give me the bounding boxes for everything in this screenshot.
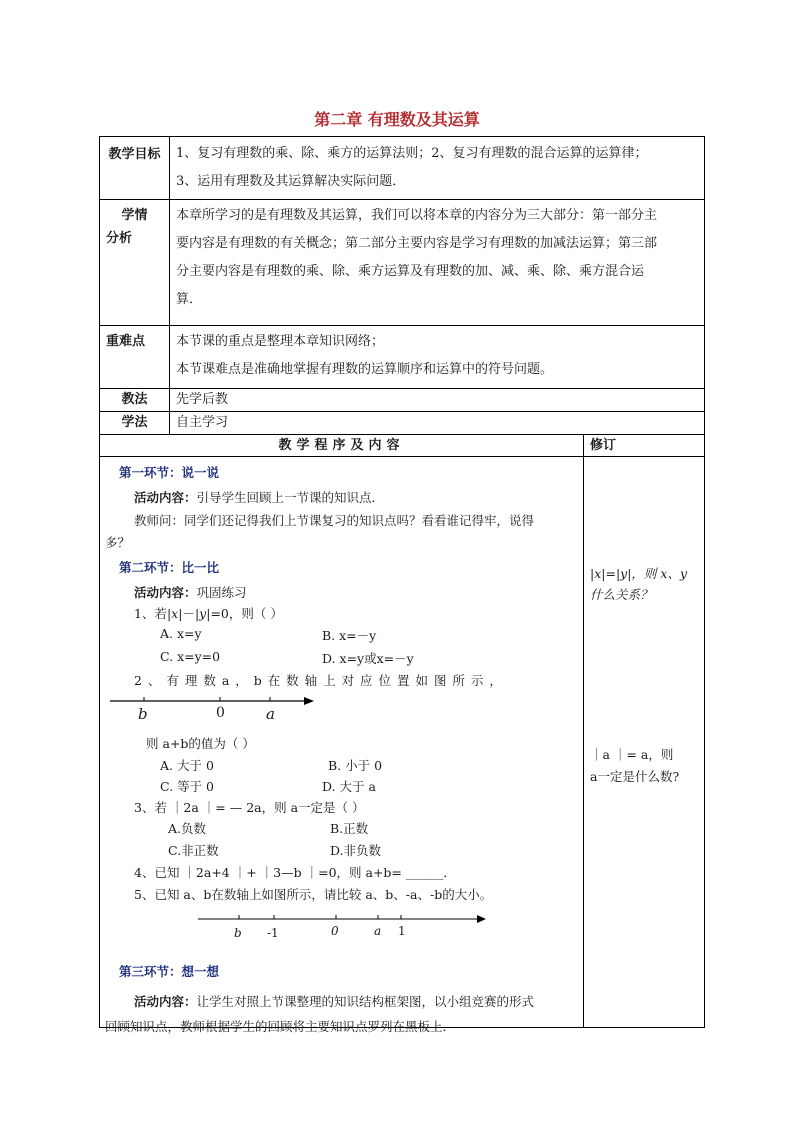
question-4: 4、已知 ｜2a+4 ｜+ ｜3—b ｜=0，则 a+b= ______． bbox=[134, 865, 456, 880]
lesson-plan-table bbox=[99, 136, 705, 1034]
revision-notes-cell bbox=[584, 457, 705, 1028]
question-3: 3、若 ｜2a ｜= — 2a，则 a一定是（ ） bbox=[134, 800, 365, 815]
teach-method-value: 先学后教 bbox=[176, 392, 229, 407]
section-3-activity-line-1 bbox=[134, 992, 534, 1010]
axis2-label-0: 0 bbox=[331, 924, 339, 938]
question-5: 5、已知 a、b在数轴上如图所示，请比较 a、b、-a、-b的大小。 bbox=[134, 887, 493, 902]
section-2-title: 第二环节：比一比 bbox=[119, 560, 220, 575]
section-2-activity-label: 活动内容： bbox=[134, 585, 197, 600]
procedure-header-row bbox=[100, 435, 705, 457]
keypoints-content bbox=[170, 326, 705, 389]
teach-method-cell bbox=[170, 389, 705, 412]
analysis-label-a: 学情 bbox=[121, 208, 148, 223]
q3-option-b: B.正数 bbox=[330, 821, 369, 836]
question-2: 2 、 有 理 数 a ， b 在 数 轴 上 对 应 位 置 如 图 所 示 ， bbox=[134, 673, 503, 688]
procedure-header: 教学程序及内容 bbox=[278, 438, 405, 453]
q1-var-x: x bbox=[171, 606, 179, 621]
q1-part-c: |=0，则（ ） bbox=[206, 606, 283, 621]
learn-method-cell bbox=[170, 412, 705, 435]
q1-part-b: |－| bbox=[178, 606, 200, 621]
teacher-question-line-2: 多？ bbox=[105, 535, 131, 550]
objectives-label-cell bbox=[100, 137, 170, 200]
q3-option-d: D.非负数 bbox=[330, 843, 382, 858]
learn-method-value: 自主学习 bbox=[176, 415, 229, 430]
objectives-line-1: 1、复习有理数的乘、除、乘方的运算法则；2、复习有理数的混合运算的运算律； bbox=[176, 146, 648, 161]
axis2-label-b: b bbox=[234, 926, 242, 940]
q2-option-a: A. 大于 0 bbox=[160, 758, 214, 773]
q3-option-c: C.非正数 bbox=[168, 843, 219, 858]
section-3-activity-label: 活动内容： bbox=[134, 994, 197, 1009]
q1-var-y: y bbox=[199, 606, 207, 621]
section-3-activity-line-2: 回顾知识点，教师根据学生的回顾将主要知识点罗列在黑板上． bbox=[105, 1019, 456, 1034]
number-line-1-arrow bbox=[304, 697, 314, 705]
teach-method-label-cell bbox=[100, 389, 170, 412]
section-2-activity bbox=[134, 583, 247, 601]
keypoints-line-1: 本节课的重点是整理本章知识网络； bbox=[176, 334, 385, 349]
section-2-activity-text: 巩固练习 bbox=[196, 585, 247, 600]
analysis-line-1: 本章所学习的是有理数及其运算，我们可以将本章的内容分为三大部分：第一部分主 bbox=[176, 208, 658, 223]
analysis-line-4: 算． bbox=[176, 292, 203, 307]
revision-note-1-line-1: |x|=|y|，则 x、y bbox=[590, 566, 688, 581]
axis2-label-a: a bbox=[374, 924, 382, 938]
learn-method-label-cell bbox=[100, 412, 170, 435]
q2-option-c: C. 等于 0 bbox=[160, 779, 214, 794]
revision-note-1-line-2: 什么关系？ bbox=[590, 587, 653, 602]
q1-option-a: A. x=y bbox=[160, 626, 202, 641]
analysis-label-b: 分析 bbox=[106, 231, 133, 246]
q2-value-question: 则 a+b的值为（ ） bbox=[146, 736, 255, 751]
objectives-label: 教学目标 bbox=[108, 147, 161, 162]
section-1-activity bbox=[134, 488, 384, 506]
analysis-content bbox=[170, 200, 705, 326]
axis2-label-1: 1 bbox=[398, 924, 406, 938]
q1-option-c: C. x=y=0 bbox=[160, 649, 221, 664]
revision-note-2-line-2: a一定是什么数? bbox=[590, 769, 680, 784]
q2-option-b: B. 小于 0 bbox=[328, 758, 383, 773]
number-line-2 bbox=[198, 912, 488, 926]
procedure-content bbox=[100, 457, 584, 1034]
objectives-row bbox=[100, 137, 705, 200]
teacher-question-line-1: 教师问：同学们还记得我们上节课复习的知识点吗？看看谁记得牢，说得 bbox=[134, 513, 535, 528]
q1-option-b: B. x=－y bbox=[322, 628, 377, 643]
keypoints-label: 重难点 bbox=[106, 334, 146, 349]
axis1-label-b: b bbox=[138, 705, 148, 723]
analysis-line-2: 要内容是有理数的有关概念；第二部分主要内容是学习有理数的加减法运算；第三部 bbox=[176, 236, 658, 251]
axis1-label-0: 0 bbox=[216, 705, 225, 721]
procedure-content-row bbox=[100, 457, 705, 1028]
section-1-activity-text: 引导学生回顾上一节课的知识点． bbox=[196, 490, 385, 505]
keypoints-row bbox=[100, 326, 705, 389]
teach-method-label: 教法 bbox=[121, 392, 148, 407]
keypoints-line-2: 本节课难点是准确地掌握有理数的运算顺序和运算中的符号问题。 bbox=[176, 362, 554, 377]
question-1 bbox=[134, 604, 283, 622]
analysis-label-cell bbox=[100, 200, 170, 326]
objectives-content bbox=[170, 137, 705, 200]
learn-method-row bbox=[100, 412, 705, 435]
revision-header: 修订 bbox=[590, 438, 617, 453]
revision-header-cell bbox=[584, 435, 705, 457]
learn-method-label: 学法 bbox=[121, 415, 148, 430]
axis1-label-a: a bbox=[266, 705, 275, 723]
q3-option-a: A.负数 bbox=[168, 821, 207, 836]
objectives-line-2: 3、运用有理数及其运算解决实际问题． bbox=[176, 174, 406, 189]
q2-option-d: D. 大于 a bbox=[322, 779, 376, 794]
number-line-2-arrow bbox=[477, 915, 486, 923]
q1-part-a: 1、若| bbox=[134, 606, 172, 621]
page-title: 第二章 有理数及其运算 bbox=[314, 110, 480, 129]
procedure-header-cell bbox=[100, 435, 584, 457]
teach-method-row bbox=[100, 389, 705, 412]
analysis-line-3: 分主要内容是有理数的乘、除、乘方运算及有理数的加、减、乘、除、乘方混合运 bbox=[176, 264, 645, 279]
revision-note-2-line-1: ｜a ｜= a，则 bbox=[590, 747, 674, 762]
section-3-activity-text-1: 让学生对照上节课整理的知识结构框架图，以小组竞赛的形式 bbox=[196, 994, 535, 1009]
q1-option-d: D. x=y或x=－y bbox=[322, 651, 414, 666]
section-1-activity-label: 活动内容： bbox=[134, 490, 197, 505]
section-1-title: 第一环节：说一说 bbox=[119, 465, 220, 480]
axis2-label-minus1: -1 bbox=[267, 926, 279, 940]
analysis-row bbox=[100, 200, 705, 326]
keypoints-label-cell bbox=[100, 326, 170, 389]
section-3-title: 第三环节：想一想 bbox=[119, 964, 220, 979]
